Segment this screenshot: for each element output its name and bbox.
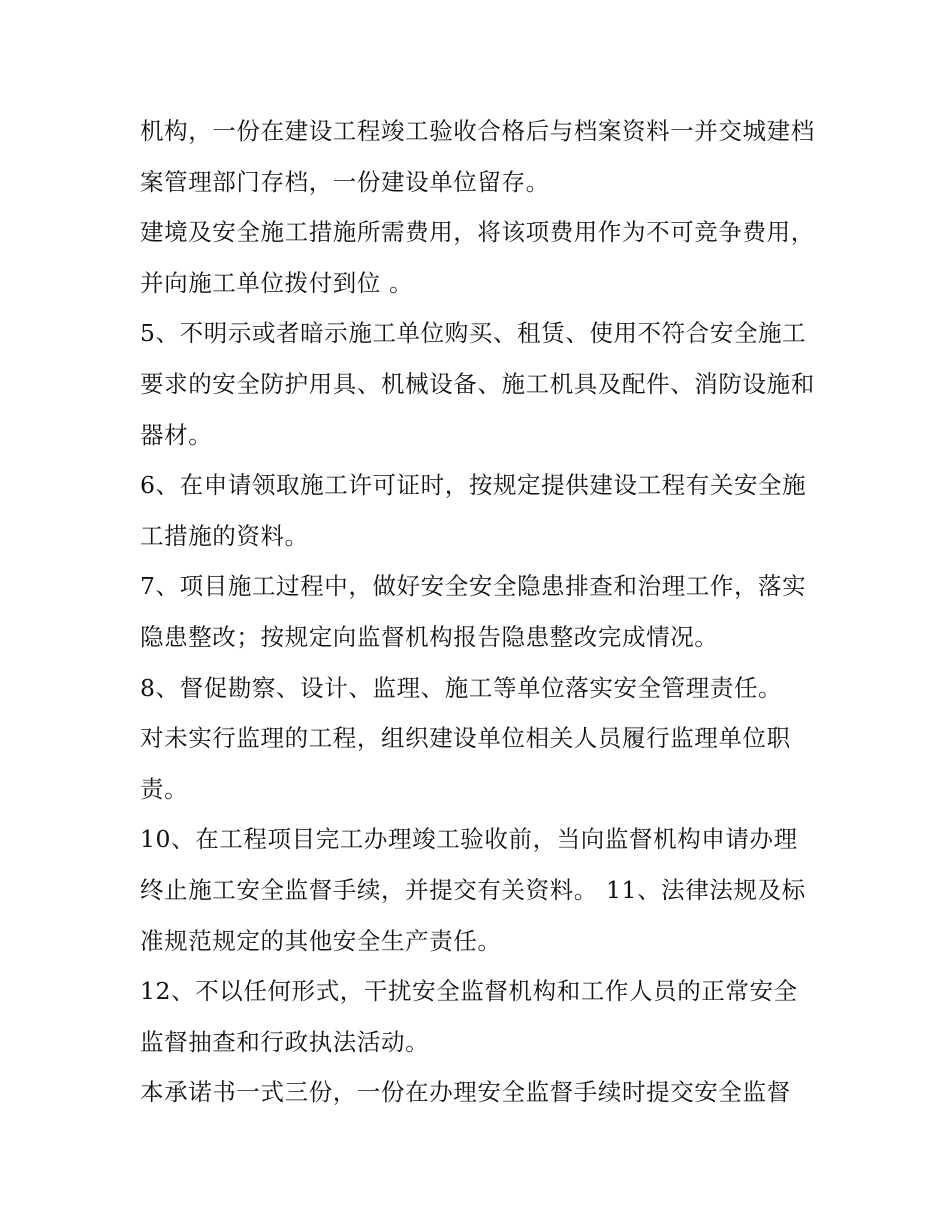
document-body	[140, 106, 820, 1118]
paragraph-safety-cost: 建境及安全施工措施所需费用，将该项费用作为不可竞争费用，并向施工单位拨付到位 。	[140, 218, 815, 297]
paragraph-supervision: 对未实行监理的工程，组织建设单位相关人员履行监理单位职责。	[140, 724, 791, 803]
paragraph-archive: 机构，一份在建设工程竣工验收合格后与档案资料一并交城建档案管理部门存档，一份建设单位留存。	[140, 117, 815, 196]
paragraph-item-5: 5、不明示或者暗示施工单位购买、租赁、使用不符合安全施工要求的安全防护用具、机械设备、施工机具及配件、消防设施和器材。	[140, 319, 815, 449]
paragraph-item-10-11: 10、在工程项目完工办理竣工验收前，当向监督机构申请办理终止施工安全监督手续，并提交有关资料。 11、法律法规及标准规范规定的其他安全生产责任。	[140, 825, 806, 955]
paragraph-item-8: 8、督促勘察、设计、监理、施工等单位落实安全管理责任。	[140, 673, 783, 702]
paragraph-item-6: 6、在申请领取施工许可证时，按规定提供建设工程有关安全施工措施的资料。	[140, 471, 807, 550]
paragraph-item-12: 12、不以任何形式，干扰安全监督机构和工作人员的正常安全监督抽查和行政执法活动。	[140, 977, 798, 1056]
paragraph-item-7: 7、项目施工过程中，做好安全安全隐患排查和治理工作，落实隐患整改；按规定向监督机构报告隐患整改完成情况。	[140, 572, 807, 651]
paragraph-commitment: 本承诺书一式三份，一份在办理安全监督手续时提交安全监督	[140, 1078, 791, 1107]
